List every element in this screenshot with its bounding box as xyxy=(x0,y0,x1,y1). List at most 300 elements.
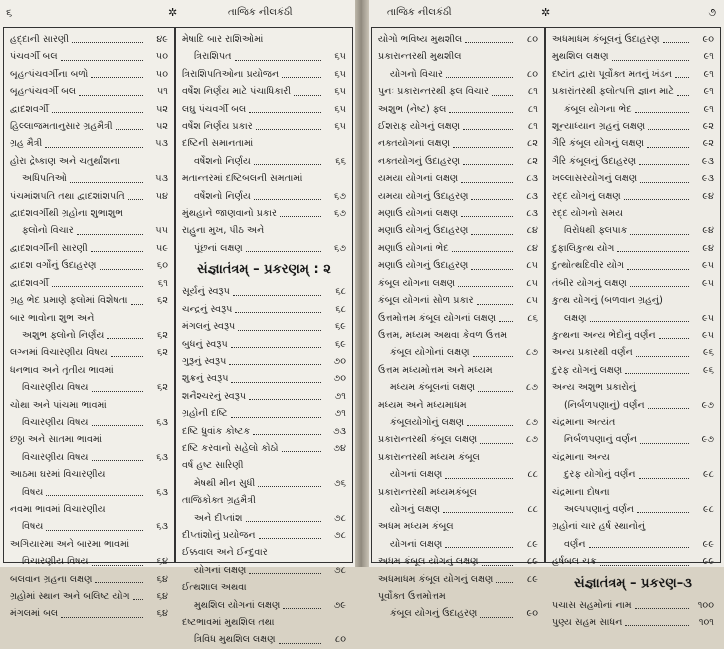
dot-leader xyxy=(639,164,689,165)
dot-leader xyxy=(648,129,689,130)
dot-leader xyxy=(249,573,321,574)
toc-page-number: ૮૦ xyxy=(526,34,538,45)
toc-page-number: ૮૯ xyxy=(527,556,538,568)
left-page-header xyxy=(0,5,355,23)
toc-page-number: ૭૧ xyxy=(334,390,346,402)
toc-page-number: ૬૧ xyxy=(157,277,168,289)
toc-page-number: ૮૧ xyxy=(528,86,538,98)
toc-entry xyxy=(182,283,346,300)
right-page-header xyxy=(369,5,724,23)
left-col2-entries-bottom xyxy=(182,283,346,649)
toc-page-number: ૬૯ xyxy=(334,338,346,350)
toc-entry-title: કુત્થના અન્ય ભેદોનું વર્ણન xyxy=(552,329,656,341)
toc-entry-title: દ્વાદશવર્ગી xyxy=(10,277,49,289)
dot-leader xyxy=(478,391,513,392)
toc-entry xyxy=(10,605,168,622)
toc-entry-title: બૃહત્પંચવર્ગીના બળો xyxy=(10,68,89,80)
toc-page-number: ૮૬ xyxy=(527,312,538,324)
toc-entry xyxy=(378,83,538,100)
toc-entry-title: વિષય xyxy=(22,521,44,533)
ornament-icon: ✲ xyxy=(168,6,178,19)
toc-entry xyxy=(182,31,346,48)
toc-entry xyxy=(10,536,168,553)
dot-leader xyxy=(256,129,321,130)
toc-page-number: ૮૩ xyxy=(526,173,538,185)
toc-entry xyxy=(378,275,538,292)
dot-leader xyxy=(100,269,143,270)
toc-entry xyxy=(378,188,538,205)
dot-leader xyxy=(482,565,513,566)
toc-page-number: ૬૭ xyxy=(333,208,346,220)
toc-entry-title: મણાઉ યોગનાં ભેદ xyxy=(378,242,449,254)
dot-leader xyxy=(458,286,513,287)
toc-entry-title: હર્ષબલ ચક્ર xyxy=(552,556,597,568)
dot-leader xyxy=(612,60,689,61)
toc-entry-title: મંગલનું સ્વરૂપ xyxy=(182,321,236,333)
toc-entry-title: દષ્ટભાવમાં મુથશિલ તથા xyxy=(182,617,275,628)
toc-entry xyxy=(378,553,538,570)
toc-page-number: ૯૬ xyxy=(702,364,714,376)
toc-entry xyxy=(10,327,168,344)
dot-leader xyxy=(637,512,689,513)
toc-entry-title: ગૈરિ કંબૂલ યોગનું લક્ષણ xyxy=(552,138,645,150)
chapter-heading-2: સંજ્ઞાતંત્રમ્ – પ્રકરણમ્ : ૨ xyxy=(197,262,331,278)
toc-entry-title: અન્ય પ્રકારથી વર્ણન xyxy=(552,347,633,359)
toc-entry-title: વર્ણન xyxy=(564,538,586,550)
toc-entry-title: શુક્રનું સ્વરૂપ xyxy=(182,373,229,385)
toc-entry-title: દુત્થોત્થદિવીર યોગ xyxy=(552,260,625,272)
toc-entry xyxy=(378,466,538,483)
dot-leader xyxy=(640,182,689,183)
left-page xyxy=(0,0,355,646)
dot-leader xyxy=(61,617,143,618)
dot-leader xyxy=(636,356,689,357)
toc-entry-title: અધમાધમ કંબૂલ યોગનું લક્ષણ xyxy=(378,573,494,585)
dot-leader xyxy=(92,565,143,566)
toc-entry-title: નક્તયોગનું ઉદાહરણ xyxy=(378,155,461,167)
toc-entry xyxy=(552,292,714,309)
dot-leader xyxy=(92,391,143,392)
toc-entry-title: વિચારણીય વિષય xyxy=(22,416,89,428)
dot-leader xyxy=(496,582,513,583)
toc-entry-title: ત્રિરાશિપત xyxy=(194,51,232,63)
toc-page-number: ૬૭ xyxy=(333,242,346,254)
toc-entry xyxy=(552,135,714,152)
toc-page-number: ૯૨ xyxy=(702,121,714,133)
toc-page-number: ૬૯ xyxy=(334,321,346,333)
toc-entry-title: દષ્ટિ ધ્રુવાંક કોષ્ટક xyxy=(182,425,251,437)
toc-page-number: ૮૦ xyxy=(334,634,346,646)
toc-entry xyxy=(378,31,538,48)
toc-entry xyxy=(182,405,346,422)
dot-leader xyxy=(443,512,513,513)
toc-page-number: ૯૩ xyxy=(701,155,714,167)
toc-page-number: ૫૫ xyxy=(155,225,168,237)
toc-entry-title: પંચવર્ગી બલ xyxy=(10,51,58,63)
toc-page-number: ૭૮ xyxy=(334,529,346,541)
toc-page-number: ૯૪ xyxy=(702,225,714,237)
toc-entry-title: ગુરૂનું સ્વરૂપ xyxy=(182,355,227,367)
dot-leader xyxy=(625,625,689,626)
toc-entry xyxy=(378,135,538,152)
dot-leader xyxy=(253,434,321,435)
toc-entry-title: ગ્રહોનાં ચાર હર્ષ સ્થાનોનું xyxy=(552,521,646,533)
toc-entry xyxy=(10,48,168,65)
toc-entry-title: દષ્ટાંત દ્વારા પૂર્વોક્ત મતનું ખંડન xyxy=(552,68,673,80)
dot-leader xyxy=(635,608,689,609)
dot-leader xyxy=(639,478,689,479)
toc-page-number: ૮૦ xyxy=(526,68,538,80)
dot-leader xyxy=(95,582,143,583)
toc-page-number: ૬૬ xyxy=(335,155,346,167)
dot-leader xyxy=(128,199,143,200)
dot-leader xyxy=(445,547,513,548)
toc-entry xyxy=(10,518,168,535)
toc-entry-title: મધ્યમ અને મધ્યમાધમ xyxy=(378,399,467,411)
dot-leader xyxy=(480,443,513,444)
left-running-title: તાજિક નીલકંઠી xyxy=(228,7,293,18)
dot-leader xyxy=(283,608,321,609)
toc-entry-title: યોગનો વિચાર xyxy=(390,68,443,80)
toc-entry-title: બલવાન ગ્રહના લક્ષણ xyxy=(10,573,93,585)
toc-entry-title: તંબીર યોગનું લક્ષણ xyxy=(552,277,627,289)
toc-page-number: ૮૨ xyxy=(527,138,538,150)
toc-entry-title: ચંદ્રમાના અત્યંત xyxy=(552,416,616,428)
toc-page-number: ૫૨ xyxy=(156,121,168,133)
toc-page-number: ૯૪ xyxy=(702,242,714,254)
toc-page-number: ૮૭ xyxy=(526,434,538,446)
toc-entry-title: બુધનું સ્વરૂપ xyxy=(182,338,228,350)
toc-entry xyxy=(552,257,714,274)
toc-entry-title: (નિર્બળપણાનું) વર્ણન xyxy=(564,399,645,411)
dot-leader xyxy=(280,216,321,217)
toc-entry-title: પ્રકારાન્તરથી મુથશીલ xyxy=(378,51,462,63)
toc-entry xyxy=(182,318,346,335)
toc-entry xyxy=(552,553,714,570)
toc-entry-title: બૃહત્પંચવર્ગી બલ xyxy=(10,86,77,98)
toc-entry xyxy=(552,397,714,414)
toc-entry xyxy=(182,440,346,457)
toc-page-number: ૬૨ xyxy=(156,329,168,341)
toc-entry xyxy=(378,518,538,535)
toc-entry xyxy=(182,353,346,370)
toc-entry xyxy=(378,362,538,379)
toc-entry xyxy=(10,449,168,466)
toc-entry-title: યમયા યોગનાં લક્ષણ xyxy=(378,173,459,185)
dot-leader xyxy=(480,617,513,618)
toc-page-number: ૭૩ xyxy=(332,425,346,437)
toc-entry xyxy=(10,188,168,205)
toc-entry-title: ચન્દ્રનું સ્વરૂપ xyxy=(182,303,233,315)
right-toc-column-1 xyxy=(371,27,545,620)
toc-page-number: ૯૦ xyxy=(702,34,714,45)
toc-entry-title: ગ્રહ ભેદ પ્રમાણે ફ્લોમાં વિશેષતા xyxy=(10,295,128,307)
toc-entry-title: નિર્બળપણાનું વર્ણન xyxy=(564,434,638,446)
dot-leader xyxy=(465,42,513,43)
toc-entry-title: પૂંછનાં લક્ષણ xyxy=(194,242,243,254)
toc-entry xyxy=(10,83,168,100)
toc-entry xyxy=(10,153,168,170)
toc-entry xyxy=(378,327,538,344)
toc-entry-title: શૂન્યાધ્યાન ગ્રહનું લક્ષણ xyxy=(552,121,646,133)
dot-leader xyxy=(625,373,689,374)
toc-entry-title: વર્ષેશનો નિર્ણય xyxy=(194,190,251,202)
dot-leader xyxy=(630,286,689,287)
toc-entry-title: કંબૂલ યોગોનાં લક્ષણ xyxy=(390,347,470,359)
dot-leader xyxy=(452,251,513,252)
left-toc-column-2 xyxy=(175,27,353,646)
toc-entry xyxy=(182,370,346,387)
toc-page-number: ૯૧ xyxy=(703,68,714,80)
toc-page-number: ૭૧ xyxy=(334,408,346,420)
toc-entry-title: ગ્રહોની દષ્ટિ xyxy=(182,408,228,420)
toc-page-number: ૯૫ xyxy=(702,329,714,341)
toc-entry-title: મુંથહાને જાણવાનો પ્રકાર xyxy=(182,208,277,220)
toc-entry xyxy=(10,344,168,361)
dot-leader xyxy=(663,42,689,43)
toc-entry xyxy=(10,431,168,448)
toc-entry xyxy=(10,571,168,588)
toc-entry xyxy=(552,379,714,396)
toc-entry xyxy=(182,188,346,205)
toc-page-number: ૬૫ xyxy=(334,86,346,98)
toc-entry xyxy=(378,588,538,605)
toc-entry-title: દુરફ યોગોનું વર્ણન xyxy=(564,469,636,481)
right-page xyxy=(369,0,724,628)
toc-entry xyxy=(378,48,538,65)
toc-page-number: ૯૪ xyxy=(702,190,714,202)
dot-leader xyxy=(77,234,143,235)
toc-page-number: ૬૨ xyxy=(156,347,168,359)
toc-entry xyxy=(182,301,346,318)
toc-entry xyxy=(552,327,714,344)
toc-entry-title: મુથશિલ યોગનાં લક્ષણ xyxy=(194,599,281,611)
dot-leader xyxy=(231,382,321,383)
toc-entry xyxy=(378,205,538,222)
toc-page-number: ૯૬ xyxy=(702,347,714,359)
dot-leader xyxy=(477,304,513,305)
dot-leader xyxy=(600,565,689,566)
toc-entry xyxy=(378,431,538,448)
toc-entry xyxy=(378,240,538,257)
toc-page-number: ૭૯ xyxy=(333,599,346,611)
dot-leader xyxy=(659,338,689,339)
dot-leader xyxy=(282,451,321,452)
toc-entry-title: ધનભાવ અને તૃતીય ભાવમાં xyxy=(10,364,114,376)
toc-entry xyxy=(182,423,346,440)
toc-entry xyxy=(10,66,168,83)
toc-page-number: ૫૧ xyxy=(156,86,168,98)
toc-page-number: ૯૧ xyxy=(703,51,714,63)
dot-leader xyxy=(647,147,689,148)
dot-leader xyxy=(648,408,689,409)
dot-leader xyxy=(107,338,143,339)
toc-entry xyxy=(552,431,714,448)
toc-entry-title: લઘુ પંચવર્ગી બલ xyxy=(182,103,247,115)
toc-entry-title: યોગનું લક્ષણ xyxy=(390,503,441,515)
toc-page-number: ૭૮ xyxy=(334,564,346,576)
dot-leader xyxy=(445,478,513,479)
toc-entry xyxy=(10,501,168,518)
toc-entry-title: મેષાદિ બાર રાશિઓમાં xyxy=(182,34,264,45)
toc-entry xyxy=(552,118,714,135)
dot-leader xyxy=(499,321,513,322)
dot-leader xyxy=(471,234,513,235)
dot-leader xyxy=(91,77,143,78)
toc-page-number: ૮૭ xyxy=(526,382,538,394)
toc-page-number: ૭૪ xyxy=(333,442,346,454)
toc-entry xyxy=(378,571,538,588)
toc-page-number: ૯૮ xyxy=(703,503,714,515)
toc-entry-title: મુથશિલ લક્ષણ xyxy=(552,51,609,63)
toc-entry xyxy=(182,527,346,544)
toc-entry-title: ચંદ્રમાના અન્ય xyxy=(552,451,610,463)
toc-entry xyxy=(378,536,538,553)
dot-leader xyxy=(235,60,321,61)
toc-page-number: ૯૮ xyxy=(703,469,714,481)
toc-entry-title: અન્ય અશુભ પ્રકારોનું xyxy=(552,382,636,394)
toc-entry-title: ગ્રહોમાં સ્થાન અને બલિષ્ટ યોગ xyxy=(10,591,130,602)
dot-leader xyxy=(627,269,689,270)
toc-entry xyxy=(552,614,714,631)
dot-leader xyxy=(229,364,321,365)
toc-entry xyxy=(182,336,346,353)
toc-entry xyxy=(10,588,168,605)
toc-entry xyxy=(10,292,168,309)
toc-entry xyxy=(378,153,538,170)
toc-entry-title: છઠ્ઠા અને સાતમા ભાવમાં xyxy=(10,434,103,446)
dot-leader xyxy=(471,199,513,200)
toc-entry xyxy=(552,536,714,553)
toc-entry-title: મણાઉ યોગનું ઉદાહરણ xyxy=(378,260,469,272)
dot-leader xyxy=(61,60,143,61)
toc-entry-title: દ્વાદશ વર્ગોનું ઉદાહરણ xyxy=(10,260,97,272)
toc-entry xyxy=(10,205,168,222)
toc-entry-title: મણાઉ યોગનાં લક્ષણ xyxy=(378,208,459,220)
toc-entry xyxy=(10,101,168,118)
toc-page-number: ૯૧ xyxy=(703,103,714,115)
dot-leader xyxy=(471,269,513,270)
book-gutter xyxy=(355,0,369,567)
toc-entry-title: દુરફ યોગનું લક્ષણ xyxy=(552,364,623,376)
toc-entry-title: કંબૂલ યોગના લક્ષણ xyxy=(378,277,456,289)
toc-entry xyxy=(10,379,168,396)
toc-entry xyxy=(552,240,714,257)
toc-page-number: ૯૫ xyxy=(702,277,714,289)
toc-entry xyxy=(378,379,538,396)
toc-page-number: ૬૦ xyxy=(156,260,168,272)
toc-entry-title: યોગનાં લક્ષણ xyxy=(194,564,247,576)
toc-entry-title: નક્તયોગનાં લક્ષણ xyxy=(378,138,450,150)
toc-entry xyxy=(552,170,714,187)
toc-entry-title: મંગલમાં બલ xyxy=(10,608,59,620)
dot-leader xyxy=(92,460,143,461)
toc-entry xyxy=(182,101,346,118)
toc-entry xyxy=(182,631,346,648)
toc-page-number: ૯૩ xyxy=(701,173,714,185)
toc-entry-title: ઈત્થશાલ અથવા xyxy=(182,582,247,594)
dot-leader xyxy=(449,112,513,113)
toc-entry xyxy=(10,275,168,292)
chapter-heading-3: સંજ્ઞાતંત્રમ્ – પ્રકરણ–૩ xyxy=(574,575,692,591)
dot-leader xyxy=(231,347,321,348)
toc-entry xyxy=(552,205,714,222)
toc-entry xyxy=(182,118,346,135)
dot-leader xyxy=(279,643,321,644)
toc-page-number: ૫૦ xyxy=(155,51,168,63)
toc-entry-title: કંબૂલ યોગનાં સોળ પ્રકાર xyxy=(378,295,474,307)
toc-entry xyxy=(10,135,168,152)
toc-entry xyxy=(378,222,538,239)
toc-entry xyxy=(378,344,538,361)
dot-leader xyxy=(282,77,321,78)
toc-page-number: ૮૮ xyxy=(527,503,538,515)
toc-page-number: ૮૯ xyxy=(527,538,538,550)
toc-entry-title: ઉત્તમોત્તમ કંબૂલ યોગનાં લક્ષણ xyxy=(378,312,497,324)
toc-page-number: ૫૩ xyxy=(155,173,168,185)
toc-entry-title: યોગો ભવિષ્ય મુથશીલ xyxy=(378,34,463,45)
toc-entry-title: પ્રકારાન્તરથી કંબૂલ લક્ષણ xyxy=(378,434,478,446)
toc-entry xyxy=(182,153,346,170)
toc-entry xyxy=(378,397,538,414)
toc-page-number: ૬૩ xyxy=(156,416,168,428)
toc-entry-title: દષ્ટિ કરવાનો સહેલો કોઠો xyxy=(182,442,279,454)
toc-entry xyxy=(182,240,346,257)
toc-entry xyxy=(378,118,538,135)
toc-entry-title: અને દીપ્તાંશ xyxy=(194,512,243,524)
toc-entry-title: વર્ષ હષ્ટ સારિણી xyxy=(182,460,244,472)
toc-page-number: ૫૯ xyxy=(156,242,168,254)
toc-page-number: ૬૩ xyxy=(156,486,168,498)
toc-page-number: ૧૦૦ xyxy=(697,599,714,611)
dot-leader xyxy=(640,443,689,444)
toc-entry-title: દ્વાદશવર્ગીની સારણી xyxy=(10,242,88,254)
toc-entry-title: યોગનાં લક્ષણ xyxy=(390,538,443,550)
toc-entry-title: તાજિકોક્ત ગ્રહમૈત્રી xyxy=(182,495,256,507)
dot-leader xyxy=(91,251,143,252)
dot-leader xyxy=(231,417,321,418)
toc-entry xyxy=(182,475,346,492)
toc-entry-title: ખલ્લાસરયોગનું લક્ષણ xyxy=(552,173,638,185)
toc-entry-title: અધિપતિઓ xyxy=(22,173,68,185)
toc-entry xyxy=(182,457,346,474)
toc-entry xyxy=(182,388,346,405)
left-col2-entries-top xyxy=(182,31,346,257)
dot-leader xyxy=(79,95,143,96)
dot-leader xyxy=(635,112,689,113)
toc-entry-title: યમયા યોગનું ઉદાહરણ xyxy=(378,190,469,202)
toc-page-number: ૬૩ xyxy=(156,521,168,533)
toc-entry xyxy=(378,484,538,501)
toc-entry xyxy=(182,66,346,83)
toc-entry xyxy=(552,466,714,483)
toc-entry xyxy=(552,344,714,361)
toc-entry-title: પંચમાંશપતિ તથા દ્વાદશાંશપતિ xyxy=(10,190,125,202)
toc-page-number: ૯૦ xyxy=(526,608,538,620)
toc-entry-title: દષ્ટિની સમાનતામાં xyxy=(182,138,254,150)
toc-entry-title: વર્ષેશ નિર્ણય માટે પંચાધિકારી xyxy=(182,86,292,98)
dot-leader xyxy=(70,182,143,183)
toc-entry-title: કુત્થ યોગનું (બળવાન ગ્રહનું) xyxy=(552,295,663,307)
toc-page-number: ૯૫ xyxy=(702,260,714,272)
toc-entry-title: વિચારણીય વિષય xyxy=(22,556,89,568)
toc-page-number: ૬૫ xyxy=(334,121,346,133)
dot-leader xyxy=(492,95,513,96)
toc-entry xyxy=(552,310,714,327)
toc-entry xyxy=(10,466,168,483)
toc-entry-title: ઉત્તમ, મધ્યમ અથવા કેવળ ઉત્તમ xyxy=(378,329,508,341)
toc-entry-title: દીપ્તાંશોનું પ્રયોજન xyxy=(182,529,256,541)
